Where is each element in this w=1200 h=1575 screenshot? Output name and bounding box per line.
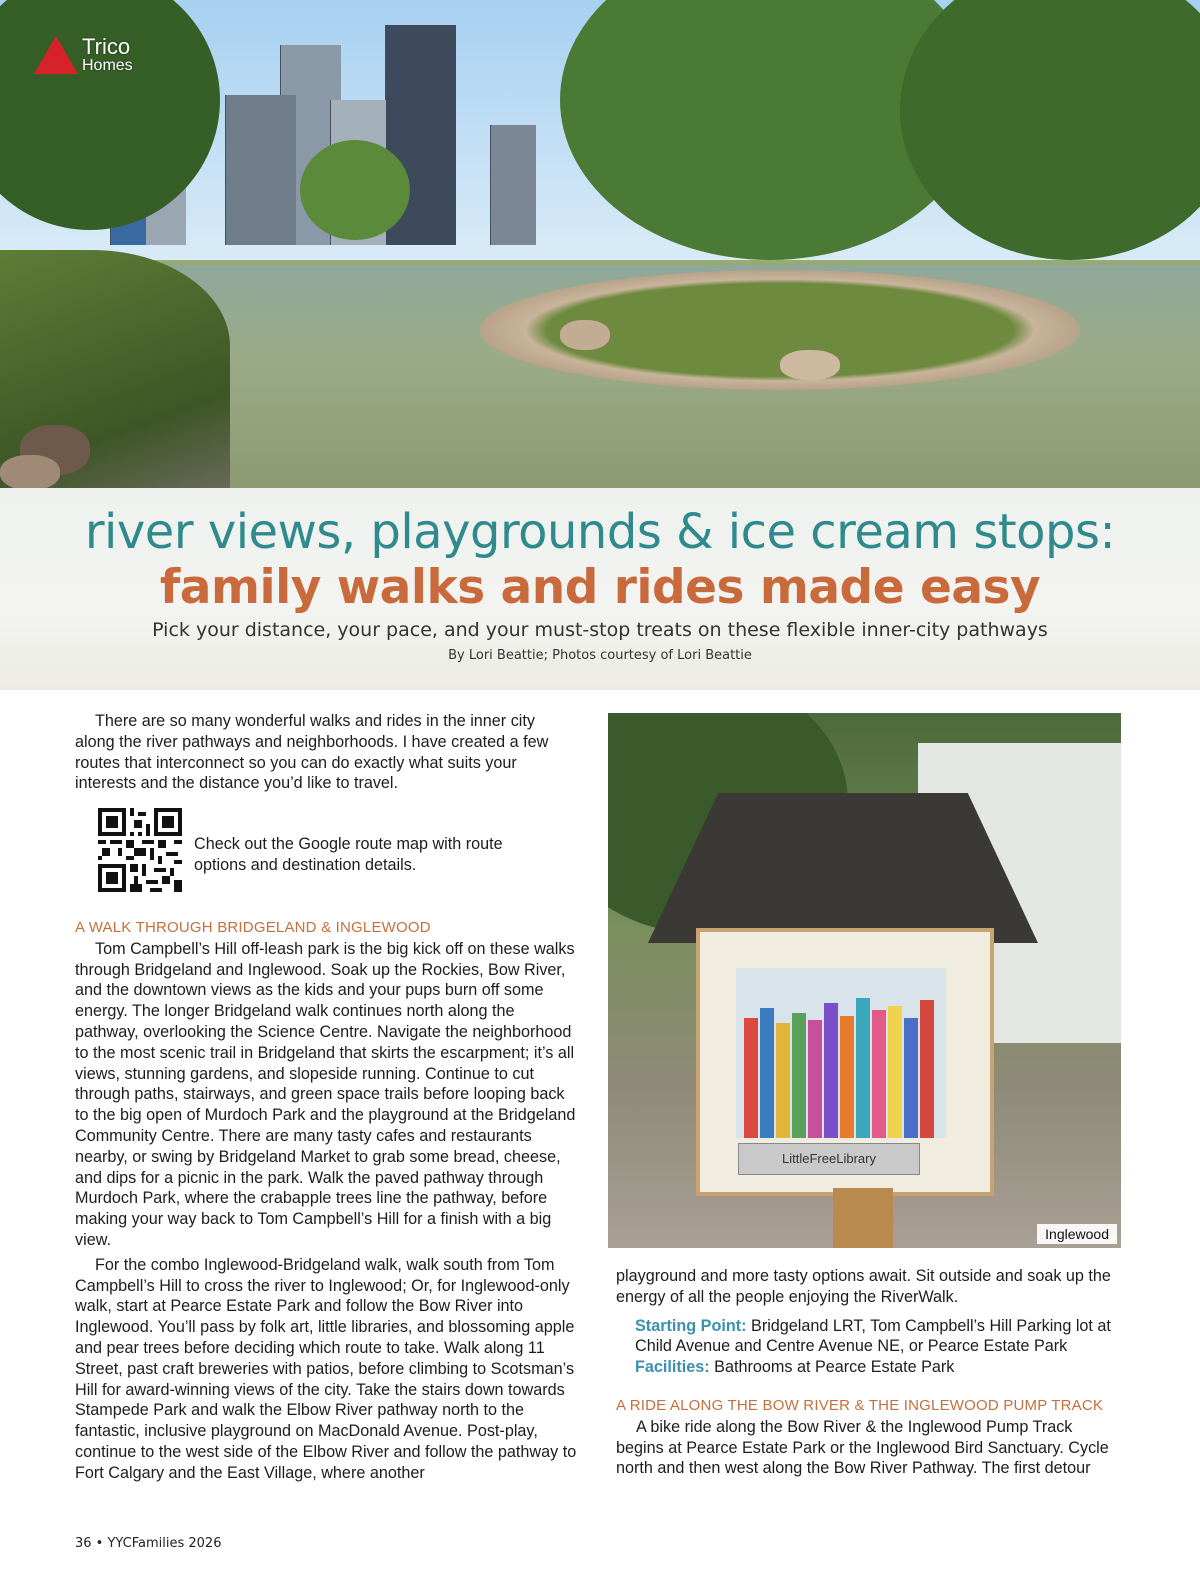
intro-paragraph: There are so many wonderful walks and rides in the inner city along the river pathways and neighborhoods. I have created a few routes that interconnect so you can do exactly what suits your interests and the distance you’d like to travel. xyxy=(75,712,549,793)
tree xyxy=(300,140,410,240)
facilities-label: Facilities: xyxy=(635,1358,710,1377)
right-column xyxy=(616,1266,1116,1479)
intro-block xyxy=(75,711,565,794)
section1-heading: A WALK THROUGH BRIDGELAND & INGLEWOOD xyxy=(75,919,431,936)
library-post xyxy=(833,1188,893,1248)
building xyxy=(225,95,296,245)
library-window xyxy=(736,968,946,1138)
building xyxy=(490,125,536,245)
rock xyxy=(560,320,610,350)
section1-para2: For the combo Inglewood-Bridgeland walk, walk south from Tom Campbell’s Hill to cross the river to Inglewood; Or, for Inglewood-only walk, start at Pearce Estate Park and follow the Bow River into Inglewood. You’ll pass by folk art, little libraries, and blossoming apple and pear trees before deciding which route to take. Walk along 11 Street, past craft breweries with patios, before climbing to Scotsman’s Hill for award-winning views of the city. Take the stairs down towards Stampede Park and walk the Elbow River pathway north to the fantastic, inclusive playground on MacDonald Avenue. Post-play, continue to the west side of the Elbow River and follow the pathway to Fort Calgary and the East Village, where another xyxy=(75,1255,577,1482)
logo-triangle-icon xyxy=(34,36,78,74)
facilities xyxy=(616,1357,1116,1378)
little-library-photo xyxy=(608,713,1121,1248)
starting-point xyxy=(616,1316,1116,1358)
rock xyxy=(0,455,60,490)
trico-homes-logo xyxy=(34,36,133,74)
qr-caption: Check out the Google route map with route options and destination details. xyxy=(194,835,503,874)
logo-line2: Homes xyxy=(82,57,133,74)
logo-line1: Trico xyxy=(82,34,131,59)
page-footer: 36 • YYCFamilies 2026 xyxy=(75,1536,222,1551)
byline: By Lori Beattie; Photos courtesy of Lori Beattie xyxy=(448,648,752,663)
starting-point-text: Bridgeland LRT, Tom Campbell’s Hill Parking lot at Child Avenue and Centre Avenue NE, or Pearce Estate Park xyxy=(635,1316,1111,1356)
starting-point-label: Starting Point: xyxy=(635,1316,747,1335)
section1-para1: Tom Campbell’s Hill off-leash park is the big kick off on these walks through Bridgeland and Inglewood. Soak up the Rockies, Bow River, and the downtown views as the kids and your pups burn off some energy. The longer Bridgeland walk continues north along the pathway, overlooking the Science Centre. Navigate the neighborhood to the most scenic trail in Bridgeland that skirts the escarpment; it’s all views, stunning gardens, and slopeside running. Continue to cut through paths, stairways, and green space trails before looping back to the big open of Murdoch Park and the playground at the Bridgeland Community Centre. There are many tasty cafes and restaurants nearby, or swing by Bridgeland Market to grab some bread, cheese, and dips for a picnic in the park. Walk the paved pathway through Murdoch Park, where the crabapple trees line the pathway, before making your way back to Tom Campbell’s Hill for a finish with a big view. xyxy=(75,939,576,1249)
rock xyxy=(780,350,840,380)
title-line2: family walks and rides made easy xyxy=(159,560,1041,615)
section1-continued: playground and more tasty options await. Sit outside and soak up the energy of all the people enjoying the RiverWalk. xyxy=(616,1267,1111,1306)
subtitle: Pick your distance, your pace, and your must-stop treats on these flexible inner-city pathways xyxy=(152,619,1048,641)
title-line1: river views, playgrounds & ice cream stops: xyxy=(84,504,1116,560)
section2-heading: A RIDE ALONG THE BOW RIVER & THE INGLEWOOD PUMP TRACK xyxy=(616,1396,1104,1414)
section1-left xyxy=(75,918,580,1484)
hero-photo xyxy=(0,0,1200,490)
facilities-text: Bathrooms at Pearce Estate Park xyxy=(714,1358,955,1377)
library-plaque: LittleFreeLibrary xyxy=(738,1143,920,1175)
qr-code-icon[interactable] xyxy=(98,806,182,894)
photo-caption: Inglewood xyxy=(1037,1224,1117,1244)
section2-para1: A bike ride along the Bow River & the Inglewood Pump Track begins at Pearce Estate Park or the Inglewood Bird Sanctuary. Cycle north and then west along the Bow River Pathway. The first detour xyxy=(616,1417,1109,1478)
